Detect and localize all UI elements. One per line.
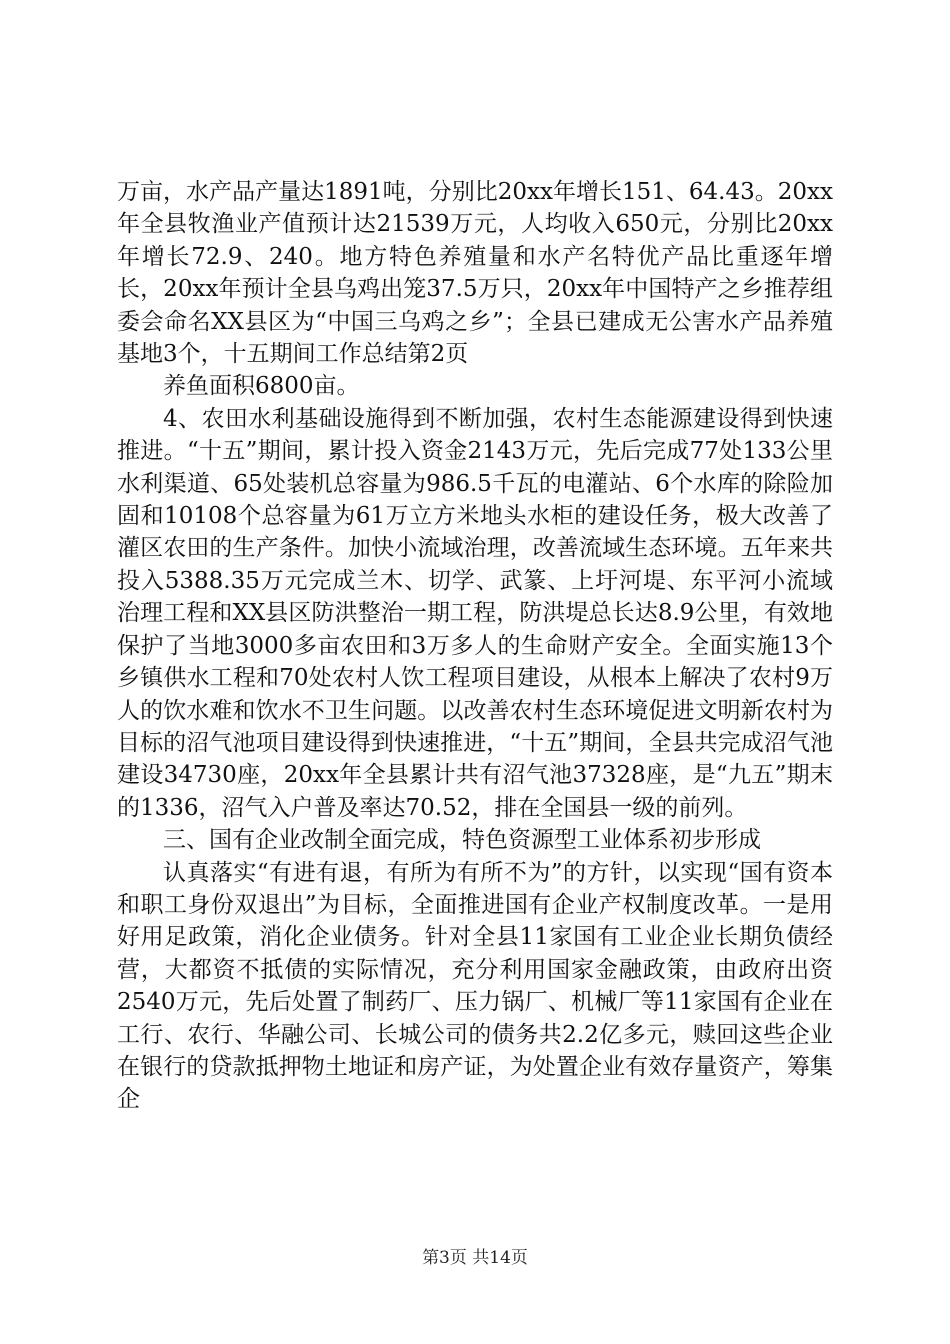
- paragraph-3: 4、农田水利基础设施得到不断加强，农村生态能源建设得到快速推进。“十五”期间，累计投入资金2143万元，先后完成77处133公里水利渠道、65处装机总容量为986.5千瓦的电灌站、6个水库的除险加固和10108个总容量为61万立方米地头水柜的建设任务，极大改善了灌区农田的生产条件。加快小流域治理，改善流域生态环境。五年来共投入5388.35万元完成兰木、切学、武篆、上圩河堤、东平河小流域治理工程和XX县区防洪整治一期工程，防洪堤总长达8.9公里，有效地保护了当地3000多亩农田和3万多人的生命财产安全。全面实施13个乡镇供水工程和70处农村人饮工程项目建设，从根本上解决了农村9万人的饮水难和饮水不卫生问题。以改善农村生态环境促进文明新农村为目标的沼气池项目建设得到快速推进，“十五”期间，全县共完成沼气池建设34730座，20xx年全县累计共有沼气池37328座，是“九五”期末的1336，沼气入户普及率达70.52，排在全国县一级的前列。: [117, 405, 833, 821]
- paragraph-1: 万亩，水产品产量达1891吨，分别比20xx年增长151、64.43。20xx年全县牧渔业产值预计达21539万元，人均收入650元，分别比20xx年增长72.9、240。地方特色养殖量和水产名特优产品比重逐年增长，20xx年预计全县乌鸡出笼37.5万只，20xx年中国特产之乡推荐组委会命名XX县区为“中国三乌鸡之乡”；全县已建成无公害水产品养殖基地3个，十五期间工作总结第2页: [117, 179, 833, 368]
- page-footer: 第3页 共14页: [422, 1248, 528, 1268]
- paragraph-2: 养鱼面积6800亩。: [163, 373, 360, 400]
- paragraph-4: 认真落实“有进有退，有所为有所不为”的方针，以实现“国有资本和职工身份双退出”为目标，全面推进国有企业产权制度改革。一是用好用足政策，消化企业债务。针对全县11家国有工业企业长期负债经营，大都资不抵债的实际情况，充分利用国家金融政策，由政府出资2540万元，先后处置了制药厂、压力锅厂、机械厂等11家国有企业在工行、农行、华融公司、长城公司的债务共2.2亿多元，赎回这些企业在银行的贷款抵押物土地证和房产证，为处置企业有效存量资产，筹集企: [117, 859, 833, 1113]
- document-body: [117, 176, 833, 1116]
- section-heading: 三、国有企业改制全面完成，特色资源型工业体系初步形成: [163, 827, 761, 854]
